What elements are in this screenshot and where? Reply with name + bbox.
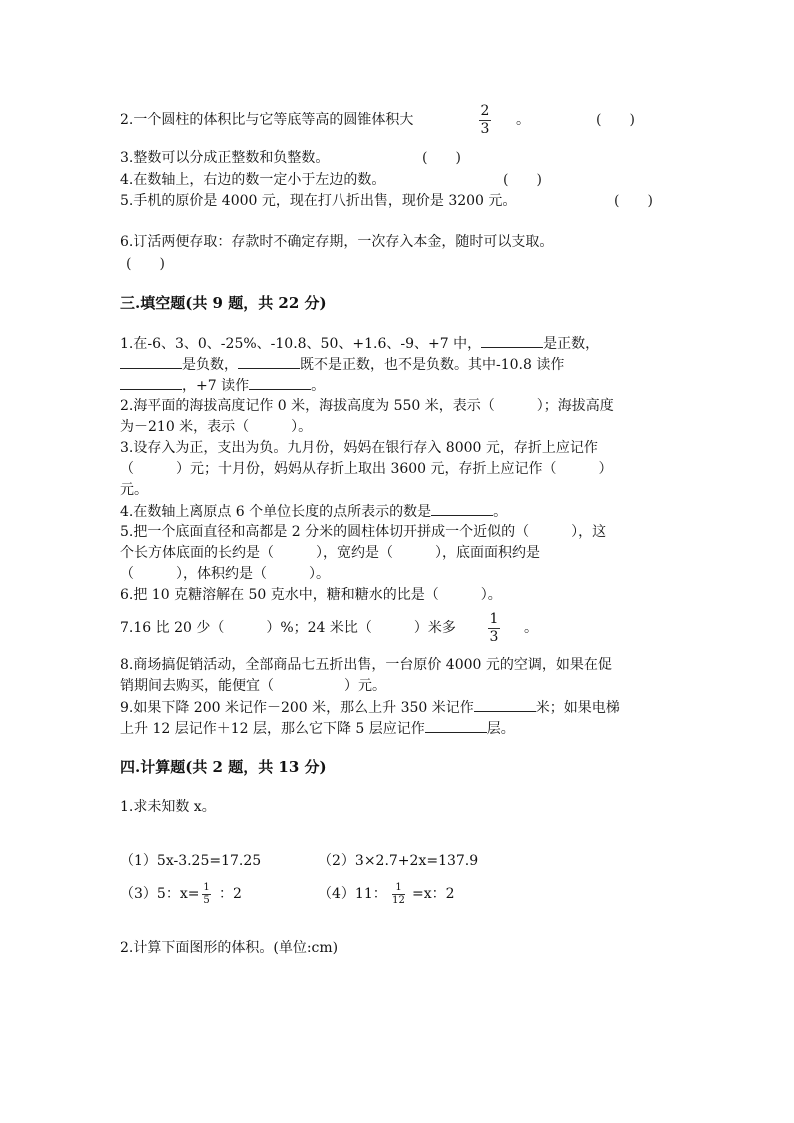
fill-q5-line2: 个长方体底面的长约是（ ），宽约是（ ），底面面积约是 xyxy=(120,545,540,561)
blank-line[interactable] xyxy=(481,333,543,348)
judge-q4: 4.在数轴上，右边的数一定小于左边的数。 xyxy=(120,172,386,188)
equation-3-fraction xyxy=(202,883,211,906)
fill-q5-line1: 5.把一个底面直径和高都是 2 分米的圆柱体切开拼成一个近似的（ ），这 xyxy=(120,524,607,540)
equation-4: （4）11： xyxy=(318,886,387,902)
equation-4-fraction xyxy=(392,883,405,906)
judge-q2 xyxy=(120,110,413,131)
fill-q1-text: ，+7 读作 xyxy=(182,378,250,394)
blank-line[interactable] xyxy=(120,375,182,390)
fill-q8-line2: 销期间去购买，能便宜（ ）元。 xyxy=(120,678,386,694)
fill-q9-text: 层。 xyxy=(486,721,515,737)
judge-q5-answer-paren[interactable]: ( ) xyxy=(614,193,653,209)
fill-q2-line1: 2.海平面的海拔高度记作 0 米，海拔高度为 550 米，表示（ ）；海拔高度 xyxy=(120,398,614,414)
fill-q1-line3 xyxy=(120,375,325,397)
section3-heading: 三.填空题(共 9 题，共 22 分) xyxy=(120,294,327,312)
blank-line[interactable] xyxy=(474,697,536,712)
equation-1: （1）5x-3.25=17.25 xyxy=(120,853,262,869)
section4-heading: 四.计算题(共 2 题，共 13 分) xyxy=(120,758,327,776)
fill-q4-text: 4.在数轴上离原点 6 个单位长度的点所表示的数是 xyxy=(120,504,432,520)
fill-q9-text: 上升 12 层记作＋12 层，那么它下降 5 层应记作 xyxy=(120,721,425,737)
fraction-numerator: 2 xyxy=(480,103,490,119)
fraction-denominator: 12 xyxy=(392,895,405,906)
fill-q3-line3: 元。 xyxy=(120,482,148,498)
calc-q2: 2.计算下面图形的体积。(单位:cm) xyxy=(120,940,339,956)
fraction-denominator: 5 xyxy=(203,895,210,906)
fill-q3-line1: 3.设存入为正，支出为负。九月份，妈妈在银行存入 8000 元，存折上应记作 xyxy=(120,440,598,456)
fill-q1-line1 xyxy=(120,333,599,355)
judge-q6-answer-paren[interactable]: ( ) xyxy=(126,256,165,272)
judge-q5: 5.手机的原价是 4000 元，现在打八折出售，现价是 3200 元。 xyxy=(120,193,517,209)
judge-q3: 3.整数可以分成正整数和负整数。 xyxy=(120,150,330,166)
judge-q3-answer-paren[interactable]: ( ) xyxy=(422,150,461,166)
fill-q1-text: 是正数， xyxy=(543,336,600,352)
fill-q9-text: 米；如果电梯 xyxy=(535,700,620,716)
fill-q9-line2 xyxy=(120,718,515,740)
equation-3: （3）5：x= xyxy=(120,886,200,902)
judge-q2-text: 2.一个圆柱的体积比与它等底等高的圆锥体积大 xyxy=(120,112,414,128)
fill-q1-text: 是负数， xyxy=(182,357,238,373)
blank-line[interactable] xyxy=(249,375,311,390)
judge-q2-fraction xyxy=(479,104,491,137)
blank-line[interactable] xyxy=(431,501,493,516)
fill-q1-text: 。 xyxy=(311,378,326,394)
blank-line[interactable] xyxy=(120,354,182,369)
fill-q9-line1 xyxy=(120,697,620,719)
fill-q3-line2: （ ）元；十月份，妈妈从存折上取出 3600 元，存折上应记作（ ） xyxy=(120,461,613,477)
fill-q1-text: 1.在-6、3、0、-25%、-10.8、50、+1.6、-9、+7 中， xyxy=(120,336,482,352)
fill-q1-text: 既不是正数，也不是负数。其中-10.8 读作 xyxy=(300,357,565,373)
fill-q7-end: 。 xyxy=(524,620,538,636)
fill-q7: 7.16 比 20 少（ ）%；24 米比（ ）米多 xyxy=(120,620,456,636)
equation-3-rest: ：2 xyxy=(219,886,242,902)
fraction-numerator: 1 xyxy=(489,611,499,627)
blank-line[interactable] xyxy=(238,354,300,369)
fraction-denominator: 3 xyxy=(480,121,490,137)
judge-q6: 6.订活两便存取：存款时不确定存期，一次存入本金，随时可以支取。 xyxy=(120,234,554,250)
fraction-numerator: 1 xyxy=(395,882,402,893)
fill-q6: 6.把 10 克糖溶解在 50 克水中，糖和糖水的比是（ ）。 xyxy=(120,587,502,603)
fill-q1-line2 xyxy=(120,354,564,376)
judge-q2-answer-paren[interactable]: ( ) xyxy=(596,112,635,128)
fill-q4-text: 。 xyxy=(493,504,508,520)
fill-q2-line2: 为－210 米，表示（ ）。 xyxy=(120,419,313,435)
fill-q5-line3: （ ），体积约是（ ）。 xyxy=(120,566,330,582)
judge-q2-end: 。 xyxy=(516,112,530,128)
equation-2: （2）3×2.7+2x=137.9 xyxy=(318,853,479,869)
fraction-denominator: 3 xyxy=(489,629,499,645)
equation-4-rest: =x：2 xyxy=(412,886,455,902)
blank-line[interactable] xyxy=(425,718,487,733)
judge-q4-answer-paren[interactable]: ( ) xyxy=(503,172,542,188)
fill-q8-line1: 8.商场搞促销活动，全部商品七五折出售，一台原价 4000 元的空调，如果在促 xyxy=(120,657,612,673)
calc-q1: 1.求未知数 x。 xyxy=(120,799,216,815)
fill-q7-fraction xyxy=(488,612,500,645)
fill-q4 xyxy=(120,501,507,523)
fraction-numerator: 1 xyxy=(203,882,210,893)
fill-q9-text: 9.如果下降 200 米记作－200 米，那么上升 350 米记作 xyxy=(120,700,474,716)
